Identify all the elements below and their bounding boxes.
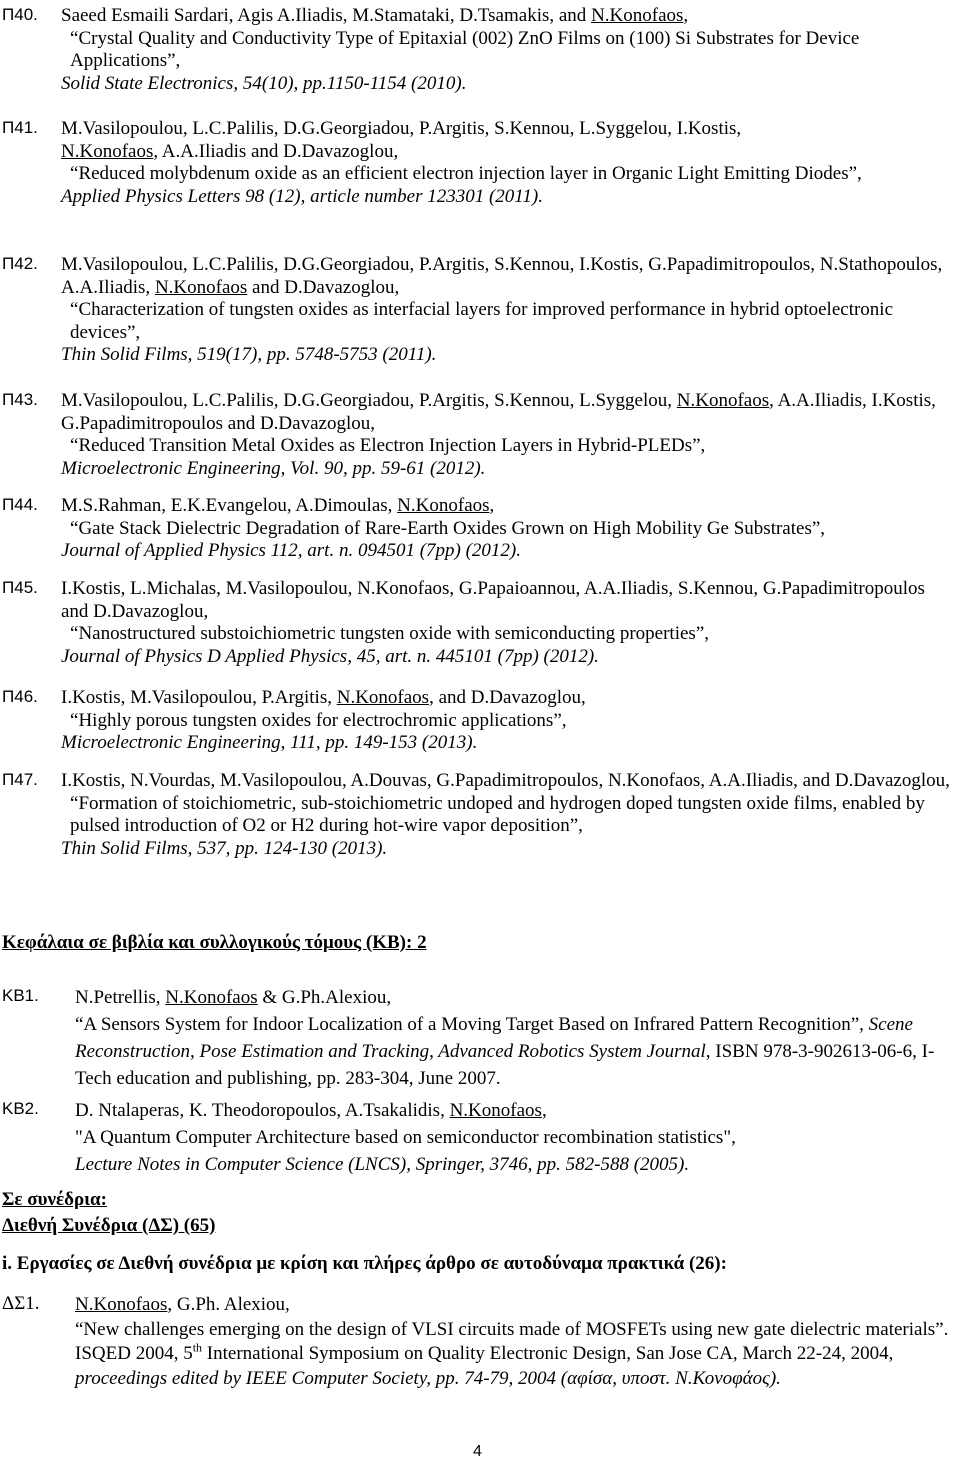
entry-authors: N.Konofaos, G.Ph. Alexiou, (75, 1294, 290, 1315)
entry-authors: N.Petrellis, N.Konofaos & G.Ph.Alexiou, (75, 987, 392, 1008)
entry-title: “Gate Stack Dielectric Degradation of Rare-Earth Oxides Grown on High Mobility Ge Substrates”, (70, 517, 826, 539)
section-heading-international: Διεθνή Συνέδρια (ΔΣ) (65) (2, 1215, 216, 1236)
entry-number: ΔΣ1. (2, 1293, 40, 1314)
entry-journal: Microelectronic Engineering, 111, pp. 149-153 (2013). (61, 732, 478, 754)
entry-authors: M.Vasilopoulou, L.C.Palilis, D.G.Georgiadou, P.Argitis, S.Kennou, L.Syggelou, I.Kostis, N.Konofaos, A.A.Iliadis and D.Davazoglou, (61, 118, 742, 162)
entry-authors: I.Kostis, L.Michalas, M.Vasilopoulou, N.Konofaos, G.Papaioannou, A.A.Iliadis, S.Kennou, G.Papadimitropoulos and D.Davazoglou, (61, 578, 925, 622)
entry-title: "A Quantum Computer Architecture based on semiconductor recombination statistics", (75, 1127, 736, 1148)
entry-title: “Crystal Quality and Conductivity Type of Epitaxial (002) ZnO Films on (100) Si Substrates for Device Applications”, (70, 27, 860, 72)
section-heading-kb: Κεφάλαια σε βιβλία και συλλογικούς τόμους (ΚΒ): 2 (2, 932, 427, 953)
entry-number: Π42. (2, 254, 38, 273)
entry-authors: Saeed Esmaili Sardari, Agis A.Iliadis, M.Stamataki, D.Tsamakis, and N.Konofaos, (61, 5, 689, 26)
entry-authors: M.S.Rahman, E.K.Evangelou, A.Dimoulas, N.Konofaos, (61, 495, 495, 516)
entry-journal: Thin Solid Films, 537, pp. 124-130 (2013). (61, 837, 388, 859)
entry-authors: I.Kostis, M.Vasilopoulou, P.Argitis, N.Konofaos, and D.Davazoglou, (61, 687, 586, 708)
entry-venue: ISQED 2004, 5th International Symposium on Quality Electronic Design, San Jose CA, March 22-24, 2004, (75, 1340, 894, 1364)
entry-title: “Reduced Transition Metal Oxides as Electron Injection Layers in Hybrid-PLEDs”, (70, 435, 706, 457)
section-heading-conferences: Σε συνέδρια: (2, 1189, 107, 1210)
entry-title: “Highly porous tungsten oxides for electrochromic applications”, (70, 709, 567, 731)
entry-journal: Journal of Applied Physics 112, art. n. 094501 (7pp) (2012). (61, 540, 521, 562)
entry-number: Π47. (2, 770, 38, 789)
entry-authors: M.Vasilopoulou, L.C.Palilis, D.G.Georgiadou, P.Argitis, S.Kennou, L.Syggelou, N.Konofaos, A.A.Iliadis, I.Kostis, G.Papadimitropoulos and D.Davazoglou, (61, 390, 936, 434)
entry-title: “Nanostructured substoichiometric tungsten oxide with semiconducting properties”, (70, 623, 709, 645)
entry-journal: Microelectronic Engineering, Vol. 90, pp. 59-61 (2012). (61, 457, 486, 479)
entry-journal: Thin Solid Films, 519(17), pp. 5748-5753 (2011). (61, 344, 437, 366)
entry-proceedings: proceedings edited by IEEE Computer Society, pp. 74-79, 2004 (αφίσα, υποστ. Ν.Κονοφάος). (75, 1367, 781, 1389)
entry-number: Π45. (2, 578, 38, 597)
entry-book: Lecture Notes in Computer Science (LNCS), Springer, 3746, pp. 582-588 (2005). (75, 1154, 690, 1175)
entry-number: Π44. (2, 495, 38, 514)
entry-number: Π43. (2, 390, 38, 409)
entry-number: Π41. (2, 118, 38, 137)
entry-title: “New challenges emerging on the design of VLSI circuits made of MOSFETs using new gate dielectric materials”. (75, 1318, 949, 1340)
entry-title: “Characterization of tungsten oxides as interfacial layers for improved performance in hybrid optoelectronic devices”, (70, 299, 894, 343)
entry-authors: D. Ntalaperas, K. Theodoropoulos, A.Tsakalidis, N.Konofaos, (75, 1100, 547, 1121)
page-number: 4 (473, 1443, 482, 1460)
subsection-heading: i. Εργασίες σε Διεθνή συνέδρια με κρίση και πλήρες άρθρο σε αυτοδύναμα πρακτικά (26): (2, 1253, 727, 1274)
entry-authors: M.Vasilopoulou, L.C.Palilis, D.G.Georgiadou, P.Argitis, S.Kennou, I.Kostis, G.Papadimitropoulos, N.Stathopoulos, A.A.Iliadis, N.Konofaos and D.Davazoglou, (61, 254, 943, 298)
entry-number: Π46. (2, 687, 38, 706)
entry-title: “Formation of stoichiometric, sub-stoichiometric undoped and hydrogen doped tungsten oxide films, enabled by pulsed introduction of O2 or H2 during hot-wire vapor deposition”, (70, 792, 925, 837)
entry-number: Π40. (2, 5, 38, 24)
entry-journal: Solid State Electronics, 54(10), pp.1150-1154 (2010). (61, 72, 467, 94)
entry-journal: Applied Physics Letters 98 (12), article number 123301 (2011). (61, 185, 543, 207)
entry-authors: I.Kostis, N.Vourdas, M.Vasilopoulou, A.Douvas, G.Papadimitropoulos, N.Konofaos, A.A.Iliadis, and D.Davazoglou, (61, 770, 950, 791)
entry-journal: Journal of Physics D Applied Physics, 45, art. n. 445101 (7pp) (2012). (61, 645, 599, 667)
entry-number: ΚΒ1. (2, 986, 39, 1005)
entry-title: “Reduced molybdenum oxide as an efficient electron injection layer in Organic Light Emitting Diodes”, (70, 163, 862, 185)
entry-number: ΚΒ2. (2, 1099, 39, 1118)
entry-title: “A Sensors System for Indoor Localization of a Moving Target Based on Infrared Pattern Recognition”, Scene Reconstruction, Pose Estimation and Tracking, Advanced Robotics System Journal, ISBN 978-3-902613-06-6, I-Tech education and publishing, pp. 283-304, June 2007. (75, 1014, 935, 1089)
